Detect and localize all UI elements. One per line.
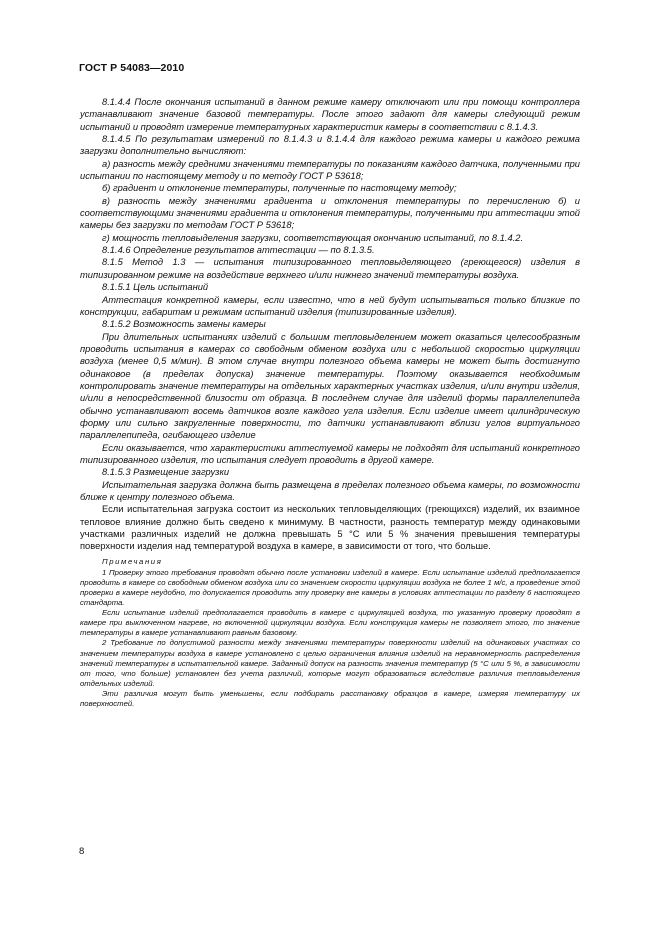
- paragraph: 8.1.4.6 Определение результатов аттестации — по 8.1.3.5.: [102, 245, 375, 256]
- section-heading: 8.1.5 Метод 1.3 — испытания типизированного тепловыделяющего (греющегося) изделия в типизированном режиме на воздействие верхнего и/или нижнего значений температуры воздуха.: [80, 257, 580, 280]
- paragraph: Аттестация конкретной камеры, если известно, что в ней будут испытываться только близкие по конструкции, габаритам и режимам испытаний изделия (типизированные изделия).: [80, 294, 580, 317]
- paragraph: Если оказывается, что характеристики аттестуемой камеры не подходят для испытаний конкретного типизированного изделия, то испытания следует проводить в другой камере.: [80, 442, 580, 465]
- paragraph: 8.1.4.4 После окончания испытаний в данном режиме камеру отключают или при помощи контроллера устанавливают значение базовой температуры. После этого задают для камеры следующий режим испытаний и проводят измерение температурных характеристик камеры в соответствии с 8.1.4.3.: [80, 97, 580, 132]
- paragraph: Испытательная загрузка должна быть размещена в пределах полезного объема камеры, по возможности ближе к центру полезного объема.: [80, 479, 580, 502]
- document-header: ГОСТ Р 54083—2010: [79, 62, 185, 74]
- notes-section: [80, 557, 580, 709]
- list-item: б) градиент и отклонение температуры, полученные по настоящему методу;: [102, 183, 457, 194]
- subsection-heading: 8.1.5.2 Возможность замены камеры: [102, 319, 266, 330]
- note-item: 1 Проверку этого требования проводят обычно после установки изделий в камере. Если испытание изделий предполагается проводить в камере со свободным обменом воздуха или со значением скорости циркуляции воздуха не более 1 м/с, а проведение этой проверки в камере неудобно, то допускается проводить эту проверку вне камеры в условиях аттестации по разделу 6 настоящего стандарта.: [80, 567, 580, 608]
- list-item: а) разность между средними значениями температуры по показаниям каждого датчика, полученными при испытании по настоящему методу и по методу ГОСТ Р 53618;: [80, 158, 580, 182]
- subsection-heading: 8.1.5.1 Цель испытаний: [102, 282, 209, 293]
- list-item: г) мощность тепловыделения загрузки, соответствующая окончанию испытаний, по 8.1.4.2.: [102, 232, 524, 243]
- page-number: 8: [79, 846, 85, 857]
- notes-title: Примечания: [102, 556, 163, 566]
- paragraph: Если испытательная загрузка состоит из нескольких тепловыделяющих (греющихся) изделий, их взаимное тепловое влияние должно быть сведено к минимуму. В частности, разность температур между одинаковыми участками различных изделий не должна превышать 5 °С или 5 % значения превышения температуры поверхности изделия над температурой воздуха в камере, в зависимости от того, что больше.: [80, 504, 580, 552]
- list-item: в) разность между значениями градиента и отклонения температуры по перечислению б) и соответствующими значениями градиента и отклонения температуры, полученными при аттестации этой камеры без загрузки по методам ГОСТ Р 53618;: [80, 195, 580, 231]
- note-item: Эти различия могут быть уменьшены, если подбирать расстановку образцов в камере, измеряя температуру их поверхностей.: [80, 688, 580, 709]
- note-item: Если испытание изделий предполагается проводить в камере с циркуляцией воздуха, то указанную проверку проводят в камере при выключенном нагреве, но включенной циркуляции воздуха. Если конструкция камеры не позволяет этого, то значение температуры в камере устанавливают равным базовому.: [80, 608, 580, 638]
- subsection-heading: 8.1.5.3 Размещение загрузки: [102, 467, 230, 478]
- document-body: [80, 96, 580, 709]
- note-item: 2 Требование по допустимой разности между значениями температуры поверхности изделий на одинаковых участках со значением температуры воздуха в камере установлено с целью ограничения влияния изделий на неравномерность распределения значений температуры в испытательной камере. Заданный допуск на разность значения температур (5 °С или 5 %, в зависимости от того, что больше) установлен без учета различий, которые могут образоваться вследствие различия тепловыделения отдельных изделий.: [80, 638, 580, 688]
- paragraph: При длительных испытаниях изделий с большим тепловыделением может оказаться целесообразным проводить испытания в камерах со свободным обменом воздуха или с небольшой скоростью циркуляции воздуха (менее 0,5 м/мин). В этом случае внутри полезного объема камеры не может быть достигнуто одинаковое (в пределах допуска) значение температуры. Поэтому оказывается необходимым контролировать значение температуры на отдельных характерных участках изделия, и/или внутри изделия, и/или в непосредственной близости от образца. В последнем случае для изделий формы параллелепипеда обычно устанавливают восемь датчиков возле каждого угла изделия. Если изделие имеет цилиндрическую форму или сильно закругленные поверхности, то датчики устанавливают вблизи углов виртуального параллелепипеда, огибающего изделие: [80, 331, 580, 441]
- paragraph: 8.1.4.5 По результатам измерений по 8.1.4.3 и 8.1.4.4 для каждого режима камеры и каждого режима загрузки дополнительно вычисляют:: [80, 134, 580, 157]
